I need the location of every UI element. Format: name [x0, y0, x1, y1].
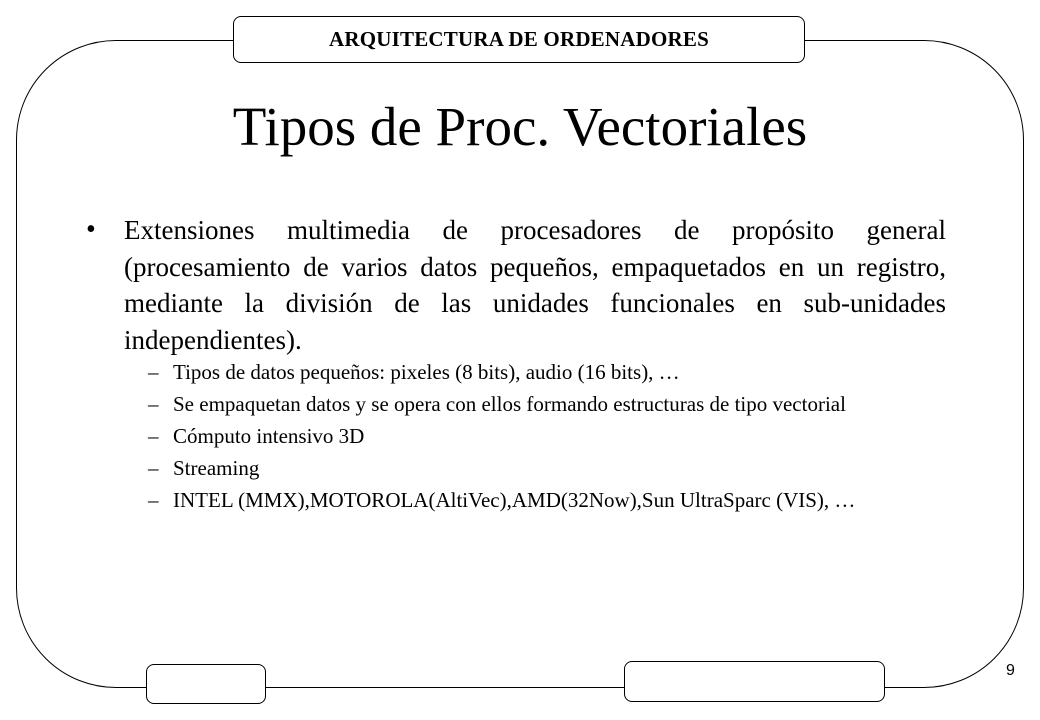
- sub-bullet-item: [148, 359, 938, 385]
- slide-title: Tipos de Proc. Vectoriales: [232, 96, 808, 157]
- dash-mark: –: [148, 360, 159, 384]
- page-number: 9: [1006, 662, 1015, 679]
- sub-bullet-text: Streaming: [173, 456, 260, 480]
- bullet-text: Extensiones multimedia de procesadores de propósito general (procesamiento de varios datos pequeños, empaquetados en un registro, mediante la división de las unidades funcionales en sub-unidades independientes).: [124, 215, 946, 355]
- dash-mark: –: [148, 488, 159, 512]
- sub-bullet-text: Se empaquetan datos y se opera con ellos formando estructuras de tipo vectorial: [173, 392, 846, 416]
- footer-box-left: [146, 664, 266, 704]
- dash-mark: –: [148, 392, 159, 416]
- sub-bullet-item: [148, 391, 938, 417]
- sub-bullet-text: Cómputo intensivo 3D: [173, 424, 365, 448]
- main-bullet: [86, 212, 946, 358]
- course-title: ARQUITECTURA DE ORDENADORES: [329, 27, 709, 51]
- footer-box-right: [624, 661, 885, 702]
- bullet-mark: •: [86, 214, 96, 245]
- sub-bullet-list: [148, 359, 938, 519]
- sub-bullet-item: [148, 487, 938, 513]
- sub-bullet-item: [148, 423, 938, 449]
- sub-bullet-item: [148, 455, 938, 481]
- sub-bullet-text: INTEL (MMX),MOTOROLA(AltiVec),AMD(32Now),Sun UltraSparc (VIS), …: [173, 488, 856, 512]
- header-box: [233, 16, 805, 63]
- dash-mark: –: [148, 456, 159, 480]
- dash-mark: –: [148, 424, 159, 448]
- sub-bullet-text: Tipos de datos pequeños: pixeles (8 bits), audio (16 bits), …: [173, 360, 680, 384]
